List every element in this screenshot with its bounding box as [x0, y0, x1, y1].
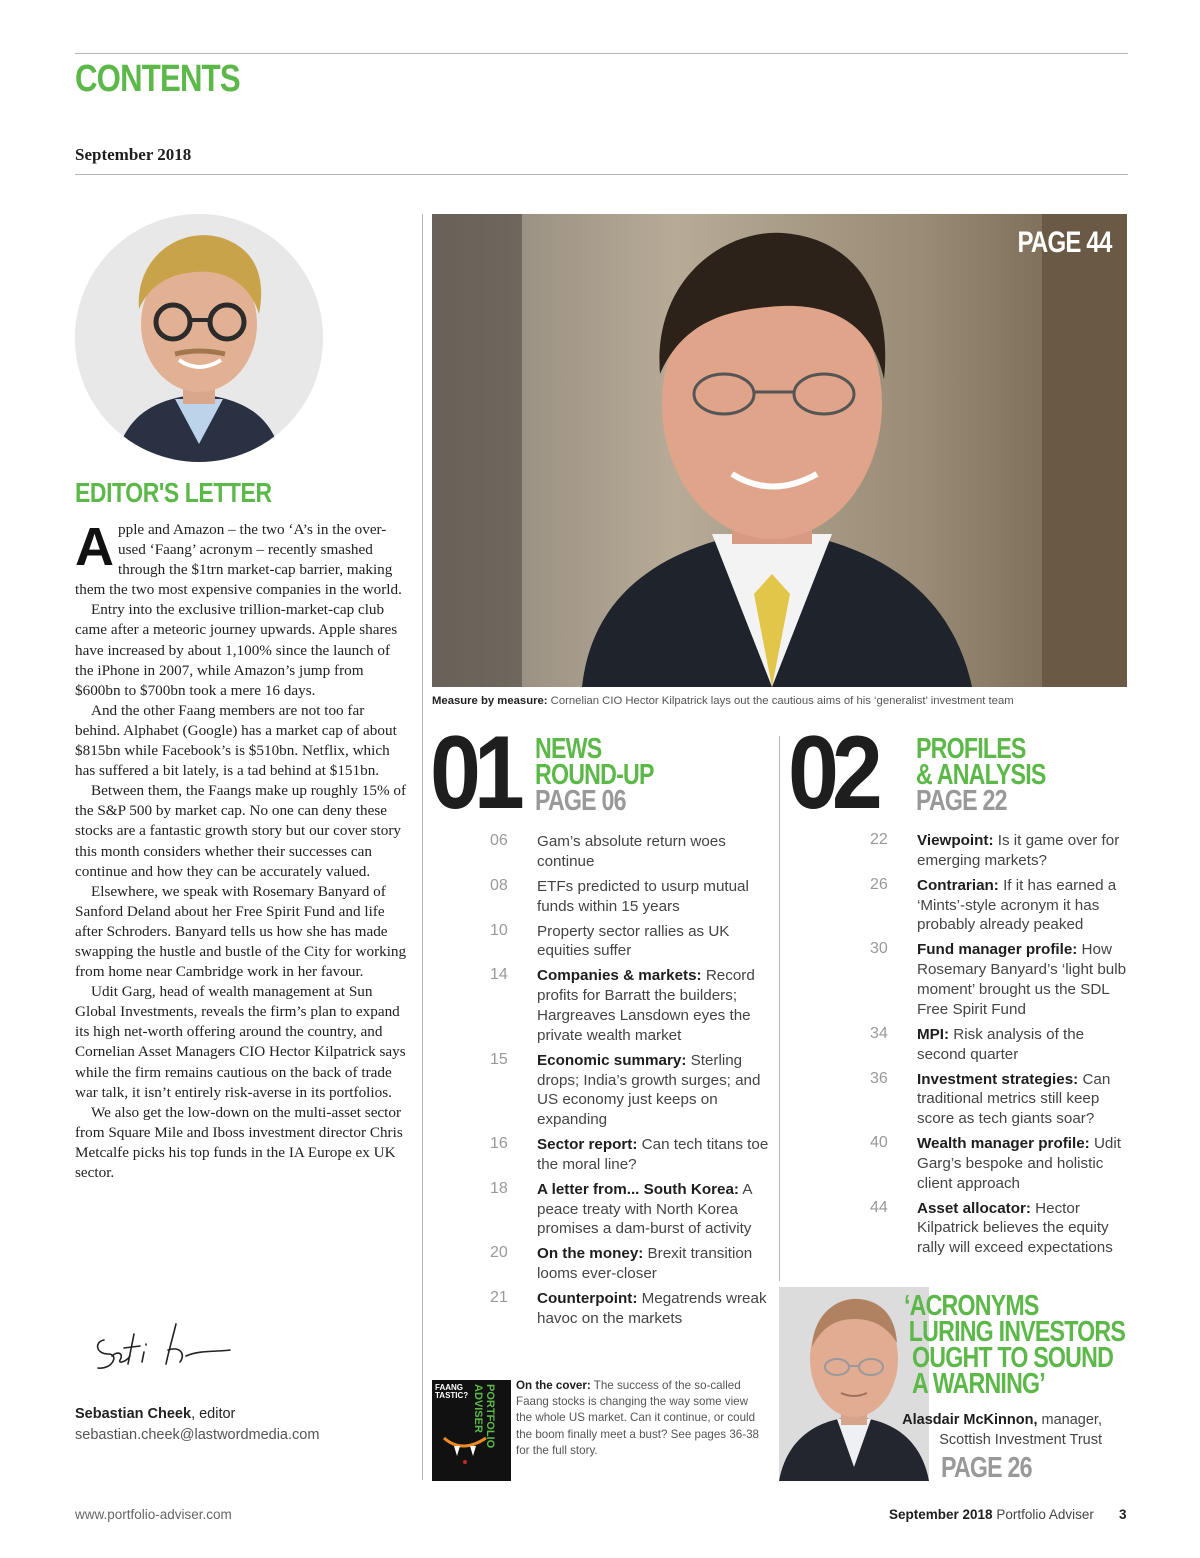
toc-item[interactable] — [870, 1025, 1128, 1065]
toc-page-number: 20 — [490, 1244, 508, 1262]
toc-item-label: Viewpoint: — [917, 832, 994, 849]
toc-description — [537, 1289, 770, 1329]
quote-role: manager, — [1037, 1412, 1102, 1428]
toc-item-label: On the money: — [537, 1245, 644, 1263]
toc-page-number: 26 — [870, 875, 888, 893]
pull-quote-line: A WARNING’ — [912, 1368, 1045, 1400]
toc-page-number: 44 — [870, 1198, 888, 1216]
toc-item-text: Risk analysis of the second quarter — [917, 1025, 1085, 1063]
toc-item[interactable] — [490, 1244, 770, 1284]
toc-item[interactable] — [490, 832, 770, 872]
paragraph-text: pple and Amazon – the two ‘A’s in the over-used ‘Faang’ acronym – recently smashed through the $1trn market-cap barrier, making them the two most expensive companies in the world. — [75, 521, 402, 599]
editor-photo — [75, 214, 323, 462]
toc-page-number: 06 — [490, 832, 508, 849]
cover-description — [516, 1378, 766, 1459]
feature-page-label: PAGE 44 — [1017, 226, 1111, 259]
toc-item-text: Gam’s absolute return woes continue — [537, 833, 726, 870]
toc-item-text: If it has earned a ‘Mints’-style acronym it has probably already peaked — [917, 876, 1117, 934]
page-number: 3 — [1119, 1507, 1127, 1522]
toc-description — [537, 877, 770, 917]
letter-paragraph-6: Udit Garg, head of wealth management at Sun Global Investments, reveals the firm’s plan to expand its high net-worth offering around the country, and Cornelian Asset Managers CIO Hector Kilpatrick says while the firm remains cautious on the back of trade war talk, it isn’t entirely risk-averse in its portfolios. — [75, 983, 406, 1101]
toc-item-text: Is it game over for emerging markets? — [917, 832, 1120, 869]
toc-item-text: Hector Kilpatrick believes the equity rally will exceed expectations — [917, 1199, 1113, 1257]
section-page-link[interactable]: PAGE 22 — [916, 785, 1007, 817]
toc-item-label: Fund manager profile: — [917, 941, 1078, 959]
toc-item-label: Asset allocator: — [917, 1199, 1031, 1217]
editor-role: , editor — [191, 1406, 236, 1422]
letter-paragraph-5: Elsewhere, we speak with Rosemary Banyard of Sanford Deland about her Free Spirit Fund and life after Schroders. Banyard tells us how she has made swapping the hustle and bustle of the City for working from home near Cambridge work in her favour. — [75, 882, 407, 981]
toc-list-news — [490, 832, 770, 1334]
toc-page-number: 30 — [870, 940, 888, 958]
toc-description — [917, 1025, 1128, 1065]
letter-paragraph-4: Between them, the Faangs make up roughly 15% of the S&P 500 by market cap. No one can deny these stocks are a fantastic growth story but our cover story this month considers whether their successes can continue and how they can be accurately valued. — [75, 782, 407, 880]
toc-item[interactable] — [870, 1070, 1128, 1129]
footer-url[interactable]: www.portfolio-adviser.com — [75, 1507, 232, 1522]
toc-page-number: 22 — [870, 831, 888, 848]
toc-item-label: Wealth manager profile: — [917, 1135, 1090, 1153]
toc-item-text: Can traditional metrics still keep score as tech giants soar? — [917, 1070, 1111, 1128]
toc-description — [537, 1051, 770, 1130]
header-rule — [75, 174, 1128, 175]
toc-item[interactable] — [870, 1199, 1128, 1258]
toc-description — [537, 1244, 770, 1284]
toc-item-text: Property sector rallies as UK equities suffer — [537, 922, 730, 960]
editor-name-bold: Sebastian Cheek — [75, 1406, 192, 1422]
cover-text: The success of the so-called Faang stocks is changing the way some view the whole US market. Can it continue, or could the boom finally meet a bust? See pages 36-38 for the full story. — [516, 1379, 759, 1457]
toc-item-label: Sector report: — [537, 1136, 638, 1154]
pull-quote-line: OUGHT TO SOUND — [912, 1342, 1114, 1374]
footer-publication: Portfolio Adviser — [992, 1507, 1094, 1522]
feature-caption — [432, 695, 1014, 707]
top-rule — [75, 53, 1128, 54]
toc-item-label: A letter from... South Korea: — [537, 1180, 739, 1198]
section-heading-line: & ANALYSIS — [916, 759, 1046, 791]
toc-item-label: Contrarian: — [917, 876, 999, 894]
editor-name — [75, 1406, 235, 1422]
section-heading-line: NEWS — [535, 733, 602, 765]
toc-page-number: 21 — [490, 1289, 508, 1307]
toc-item[interactable] — [870, 1134, 1128, 1193]
toc-item-text: How Rosemary Banyard’s ‘light bulb moment’ brought us the SDL Free Spirit Fund — [917, 941, 1127, 1018]
section-page-link[interactable]: PAGE 06 — [535, 785, 626, 817]
toc-description — [917, 876, 1128, 935]
section-heading — [916, 733, 1046, 817]
toc-description — [537, 922, 770, 962]
toc-page-number: 34 — [870, 1024, 888, 1042]
toc-description — [537, 1135, 770, 1175]
toc-description — [917, 1070, 1128, 1129]
toc-page-number: 40 — [870, 1134, 888, 1152]
toc-page-number: 16 — [490, 1135, 508, 1153]
editor-email[interactable]: sebastian.cheek@lastwordmedia.com — [75, 1427, 320, 1443]
letter-paragraph-7: We also get the low-down on the multi-asset sector from Square Mile and Iboss investment director Chris Metcalfe picks his top funds in the IA Europe ex UK sector. — [75, 1103, 403, 1181]
section-divider — [779, 736, 780, 1281]
toc-item-text: Can tech titans toe the moral line? — [537, 1136, 769, 1173]
toc-item-text: Record profits for Barratt the builders; Hargreaves Lansdown eyes the private wealth market — [537, 967, 755, 1044]
toc-item-label: Investment strategies: — [917, 1070, 1079, 1088]
toc-item-label: Counterpoint: — [537, 1290, 638, 1308]
toc-description — [537, 832, 770, 872]
toc-item[interactable] — [870, 940, 1128, 1019]
toc-item[interactable] — [870, 876, 1128, 935]
toc-description — [917, 940, 1128, 1019]
toc-description — [537, 1180, 770, 1239]
cover-title: FAANG TASTIC? — [435, 1383, 469, 1400]
toc-item[interactable] — [490, 1135, 770, 1175]
footer-issue — [889, 1507, 1094, 1522]
footer-date: September 2018 — [889, 1507, 993, 1522]
toc-description — [537, 966, 770, 1045]
pull-quote-line: LURING INVESTORS — [908, 1316, 1126, 1348]
caption-text: Cornelian CIO Hector Kilpatrick lays out the cautious aims of his ‘generalist’ investment team — [547, 695, 1014, 707]
toc-page-number: 36 — [870, 1069, 888, 1087]
cover-thumbnail[interactable] — [432, 1380, 511, 1481]
pull-quote-line: ‘ACRONYMS — [904, 1290, 1039, 1322]
toc-page-number: 10 — [490, 921, 508, 939]
section-number: 02 — [788, 715, 876, 831]
toc-item-text: Udit Garg’s bespoke and holistic client approach — [917, 1135, 1121, 1192]
section-heading-line: ROUND-UP — [535, 759, 654, 791]
toc-description — [917, 1134, 1128, 1193]
toc-item-label: Economic summary: — [537, 1051, 687, 1069]
section-heading-line: PROFILES — [916, 733, 1026, 765]
toc-item-text: Sterling drops; India’s growth surges; and US economy just keeps on expanding — [537, 1051, 761, 1129]
cover-masthead: PORTFOLIO ADVISER — [472, 1384, 496, 1449]
toc-item[interactable] — [490, 1051, 770, 1130]
toc-item-text: Megatrends wreak havoc on the markets — [537, 1290, 767, 1328]
toc-page-number: 08 — [490, 876, 508, 894]
toc-item-label: MPI: — [917, 1025, 950, 1043]
caption-lead: Measure by measure: — [432, 695, 548, 707]
feature-photo — [432, 214, 1127, 687]
pull-quote — [904, 1290, 1126, 1400]
editors-letter-body — [75, 517, 411, 1183]
cover-lead: On the cover: — [516, 1379, 591, 1392]
drop-cap: A — [75, 517, 114, 577]
toc-description — [917, 831, 1128, 871]
column-divider — [422, 214, 423, 1480]
issue-date: September 2018 — [75, 145, 192, 164]
section-number: 01 — [430, 715, 518, 831]
quote-name: Alasdair McKinnon, — [902, 1412, 1038, 1428]
editors-letter-title: EDITOR'S LETTER — [75, 477, 272, 508]
section-heading — [535, 733, 654, 817]
toc-item-text: A peace treaty with North Korea promises a dam-burst of activity — [537, 1180, 752, 1238]
toc-item-text: ETFs predicted to usurp mutual funds within 15 years — [537, 877, 749, 915]
letter-paragraph-3: And the other Faang members are not too far behind. Alphabet (Google) has a market cap of about $815bn while Facebook’s is $510bn. Netflix, which has suffered a bit lately, is a tad behind at $151bn. — [75, 701, 397, 780]
toc-description — [917, 1199, 1128, 1258]
page-title: CONTENTS — [75, 58, 240, 100]
toc-item-text: Brexit transition looms ever-closer — [537, 1245, 753, 1283]
toc-item[interactable] — [490, 1289, 770, 1329]
toc-item-label: Companies & markets: — [537, 967, 702, 985]
quote-org: Scottish Investment Trust — [939, 1431, 1102, 1448]
toc-page-number: 18 — [490, 1179, 508, 1197]
toc-item[interactable] — [490, 1180, 770, 1239]
toc-page-number: 15 — [490, 1050, 508, 1068]
toc-item[interactable] — [490, 877, 770, 917]
editor-signature — [90, 1320, 250, 1380]
quote-attribution — [902, 1411, 1102, 1451]
toc-item[interactable] — [870, 831, 1128, 871]
letter-paragraph-1 — [75, 517, 411, 600]
toc-page-number: 14 — [490, 966, 508, 984]
letter-paragraph-2: Entry into the exclusive trillion-market-cap club came after a meteoric journey upwards. Apple shares have increased by about 1,100% since the launch of the iPhone in 2007, while Amazon’s jump from $600bn to $700bn took a mere 16 days. — [75, 601, 398, 699]
toc-item[interactable] — [490, 966, 770, 1045]
toc-list-profiles — [870, 831, 1128, 1263]
quote-page-link[interactable]: PAGE 26 — [941, 1452, 1032, 1484]
toc-item[interactable] — [490, 922, 770, 962]
